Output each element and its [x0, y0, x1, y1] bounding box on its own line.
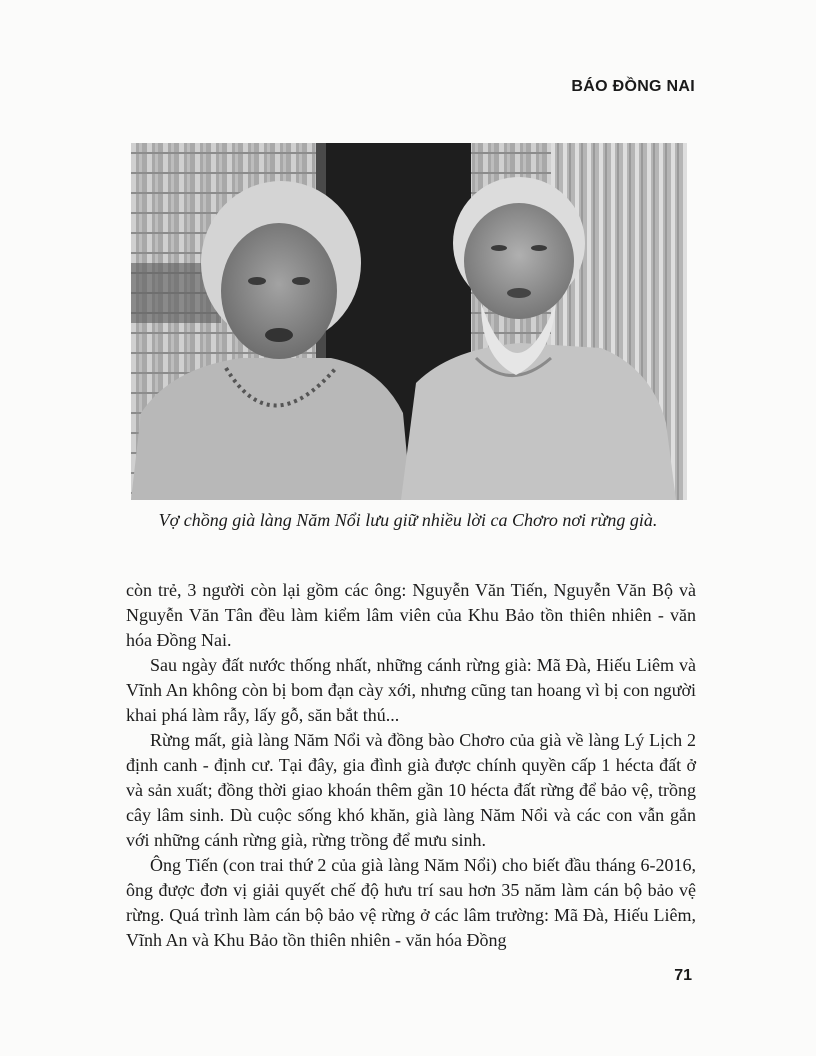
paragraph-1: còn trẻ, 3 người còn lại gồm các ông: Nguyễn Văn Tiến, Nguyễn Văn Bộ và Nguyễn Văn Tân đều làm kiểm lâm viên của Khu Bảo tồn thiên nhiên - văn hóa Đồng Nai.: [126, 580, 696, 650]
photo-elderly-couple: [131, 143, 687, 500]
paragraph-2: Sau ngày đất nước thống nhất, những cánh rừng già: Mã Đà, Hiếu Liêm và Vĩnh An không còn bị bom đạn cày xới, nhưng cũng tan hoang vì bị con người khai phá làm rẫy, lấy gỗ, săn bắt thú...: [126, 655, 696, 725]
running-header: BÁO ĐỒNG NAI: [571, 78, 695, 95]
body-text: [126, 578, 696, 953]
figure-caption: Vợ chồng già làng Năm Nổi lưu giữ nhiều lời ca Chơro nơi rừng già.: [158, 510, 658, 530]
paragraph-3: Rừng mất, già làng Năm Nổi và đồng bào Chơro của già về làng Lý Lịch 2 định canh - định cư. Tại đây, gia đình già được chính quyền cấp 1 hécta đất ở và sản xuất; đồng thời giao khoán thêm gần 10 hécta đất rừng để bảo vệ, trồng cây lâm sinh. Dù cuộc sống khó khăn, già làng Năm Nổi và các con vẫn gắn với những cánh rừng già, rừng trồng để mưu sinh.: [126, 730, 696, 850]
paragraph-4: Ông Tiến (con trai thứ 2 của già làng Năm Nổi) cho biết đầu tháng 6-2016, ông được đơn vị giải quyết chế độ hưu trí sau hơn 35 năm làm cán bộ bảo vệ rừng. Quá trình làm cán bộ bảo vệ rừng ở các lâm trường: Mã Đà, Hiếu Liêm, Vĩnh An và Khu Bảo tồn thiên nhiên - văn hóa Đồng: [126, 855, 696, 950]
page-number: 71: [674, 967, 692, 984]
